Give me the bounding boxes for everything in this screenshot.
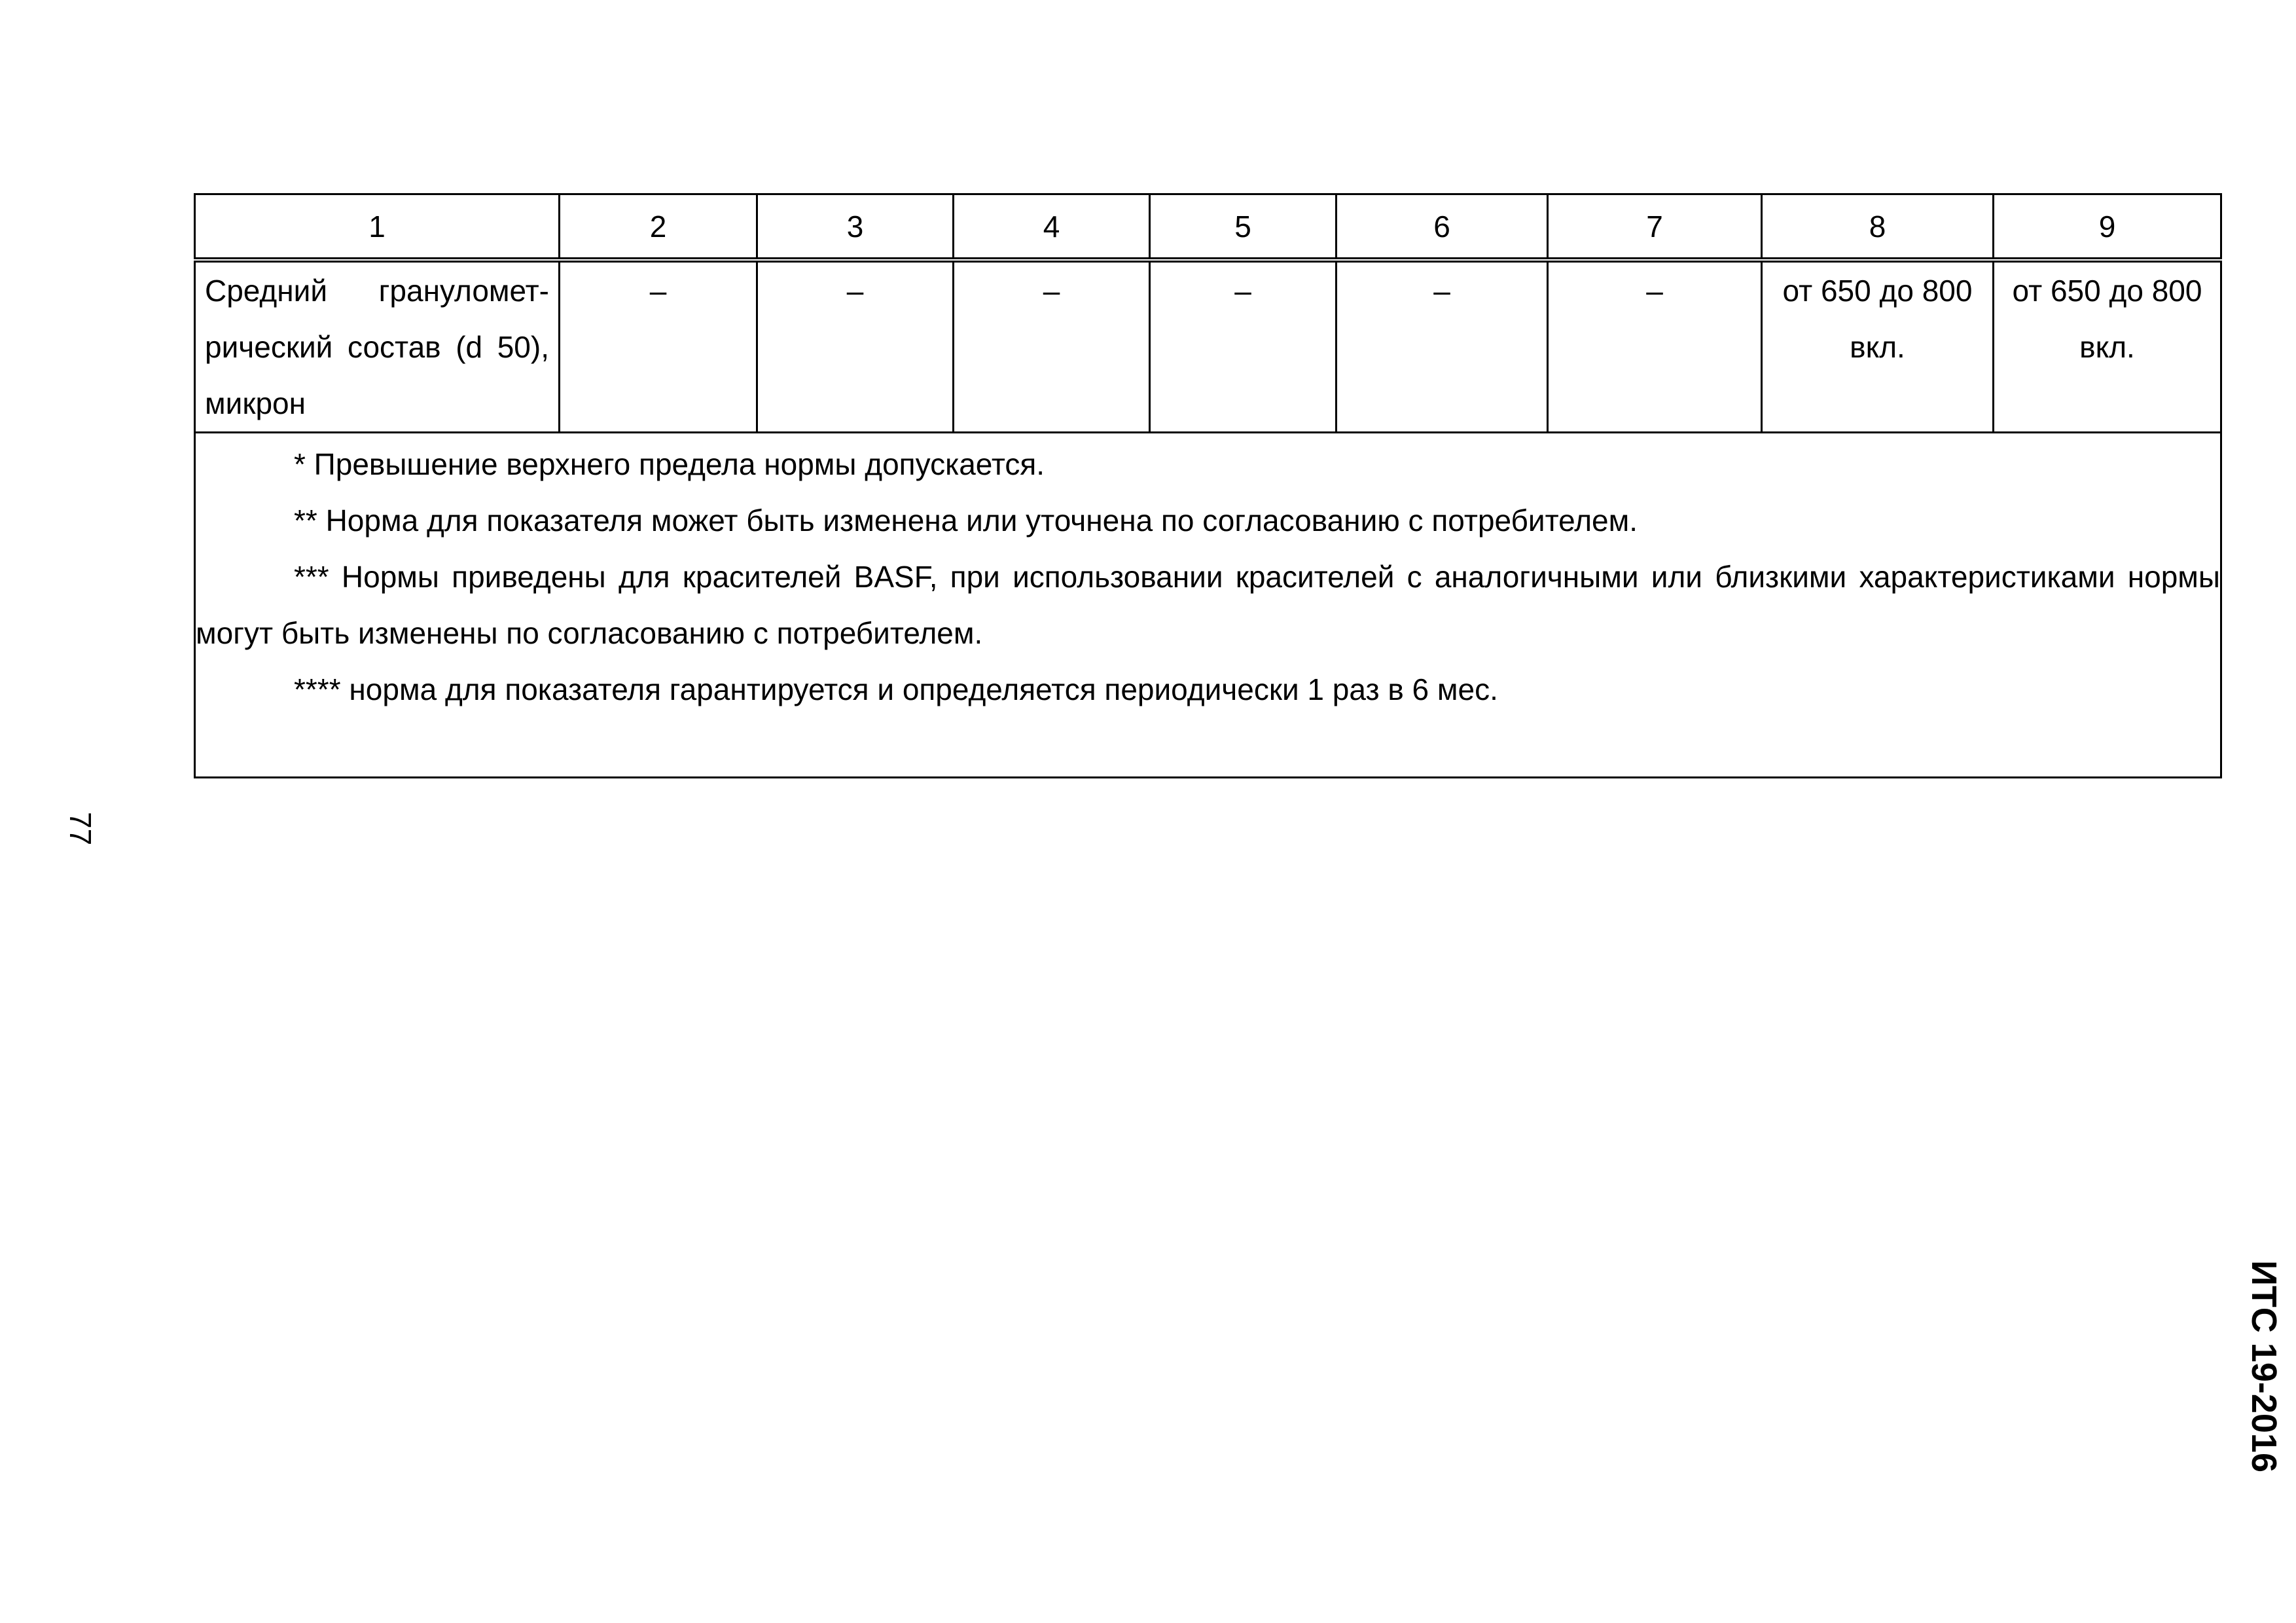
column-number-header: 7 <box>1548 194 1762 261</box>
footnote: ** Норма для показателя может быть изменена или уточнена по согласованию с потребителем. <box>294 503 1638 538</box>
column-number-header: 8 <box>1762 194 1994 261</box>
specification-table <box>194 193 2222 778</box>
column-number-header: 4 <box>954 194 1150 261</box>
notes-cell <box>195 433 2221 778</box>
column-number-header: 3 <box>757 194 954 261</box>
value-cell: – <box>954 260 1150 433</box>
footnote: * Превышение верхнего предела нормы допускается. <box>294 447 1045 481</box>
table-row <box>195 260 2221 433</box>
value-cell: – <box>560 260 757 433</box>
notes-row <box>195 433 2221 778</box>
column-number-row <box>195 194 2221 261</box>
row-label-line: микрон <box>205 386 306 420</box>
footnote: *** Нормы приведены для красителей BASF, при использовании красителей с аналогичными или близкими характеристиками нормы могут быть изменены по согласованию с потребителем. <box>196 560 2220 650</box>
document-code: ИТС 19-2016 <box>2244 1260 2284 1472</box>
row-label-line: Средний грануломет- <box>205 274 549 308</box>
value-cell: – <box>1150 260 1336 433</box>
footnote: **** норма для показателя гарантируется и определяется периодически 1 раз в 6 мес. <box>294 672 1498 706</box>
column-number-header: 6 <box>1336 194 1548 261</box>
value-cell: – <box>1336 260 1548 433</box>
row-label-cell <box>195 260 560 433</box>
column-number-header: 5 <box>1150 194 1336 261</box>
value-cell: от 650 до 800 вкл. <box>1762 260 1994 433</box>
value-cell: – <box>757 260 954 433</box>
column-number-header: 9 <box>1994 194 2221 261</box>
column-number-header: 2 <box>560 194 757 261</box>
value-cell: – <box>1548 260 1762 433</box>
column-number-header: 1 <box>195 194 560 261</box>
page-number: 77 <box>63 812 98 846</box>
value-cell: от 650 до 800 вкл. <box>1994 260 2221 433</box>
row-label-line: рический состав (d 50), <box>205 330 549 364</box>
